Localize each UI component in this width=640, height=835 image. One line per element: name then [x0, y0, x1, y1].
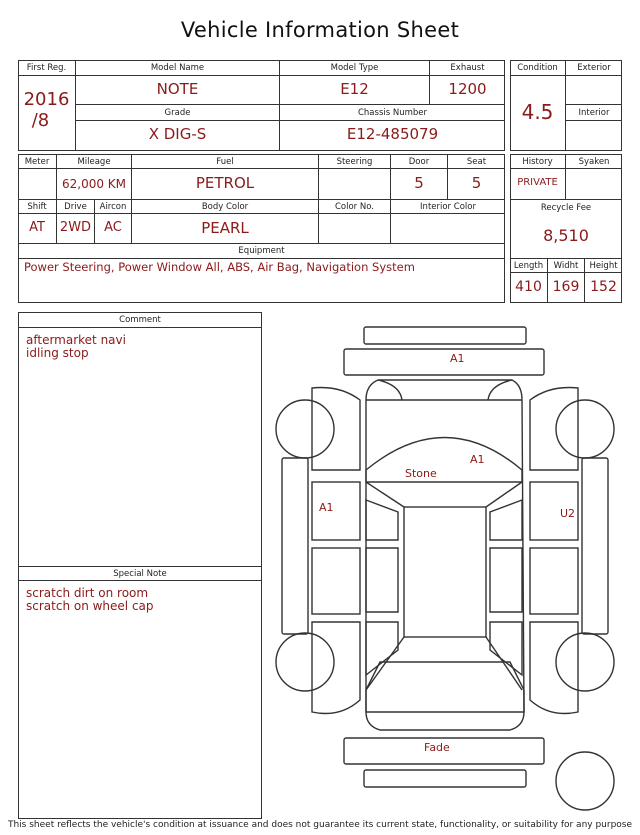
special-note-label: Special Note — [113, 569, 167, 579]
model-type-value: E12 — [340, 80, 369, 98]
comment-label: Comment — [119, 315, 161, 325]
rear-left-wheel — [276, 633, 334, 691]
body-color-label: Body Color — [201, 202, 249, 212]
grade-value: X DIG-S — [148, 125, 207, 143]
model-name-label: Model Name — [150, 63, 205, 73]
grade-label: Grade — [164, 108, 191, 118]
spare-wheel — [556, 752, 614, 810]
height-label: Height — [589, 261, 618, 271]
steering-label: Steering — [336, 157, 373, 167]
damage-left-side: A1 — [319, 501, 334, 514]
interior-label: Interior — [578, 108, 610, 118]
drive-value: 2WD — [59, 220, 92, 235]
damage-windshield: Stone — [405, 467, 437, 480]
fuel-label: Fuel — [216, 157, 234, 167]
disclaimer-footer: This sheet reflects the vehicle's condition at issuance and does not guarantee its current state, functionality, or suitability for any purpose — [7, 820, 633, 830]
aircon-label: Aircon — [99, 202, 127, 212]
body-outline — [366, 380, 524, 730]
color-no-label: Color No. — [334, 202, 374, 212]
chassis-label: Chassis Number — [357, 108, 428, 118]
seat-label: Seat — [466, 157, 487, 167]
equipment-value: Power Steering, Power Window All, ABS, Air Bag, Navigation System — [24, 260, 415, 274]
front-bumper — [344, 349, 544, 375]
first-reg-label: First Reg. — [26, 63, 67, 73]
damage-front: A1 — [450, 352, 465, 365]
body-color-value: PEARL — [201, 219, 249, 237]
damage-rear: Fade — [424, 741, 450, 754]
special-note-line-1: scratch dirt on room — [26, 586, 149, 600]
exhaust-value: 1200 — [448, 80, 487, 98]
mileage-value: 62,000 KM — [61, 177, 127, 191]
meter-label: Meter — [24, 157, 50, 167]
syaken-label: Syaken — [578, 157, 610, 167]
condition-label: Condition — [517, 63, 558, 73]
fuel-value: PETROL — [195, 174, 255, 192]
first-reg-month: /8 — [31, 110, 50, 131]
recycle-fee-label: Recycle Fee — [540, 203, 592, 213]
equipment-label: Equipment — [238, 246, 285, 256]
front-left-wheel — [276, 400, 334, 458]
seat-value: 5 — [471, 174, 482, 192]
model-name-value: NOTE — [156, 80, 199, 98]
comment-line-1: aftermarket navi — [26, 333, 126, 347]
length-label: Length — [513, 261, 544, 271]
shift-value: AT — [29, 220, 45, 235]
exterior-label: Exterior — [577, 63, 611, 73]
drive-label: Drive — [64, 202, 87, 212]
first-reg-year: 2016 — [23, 89, 70, 110]
rear-bumper-lower — [364, 770, 526, 787]
recycle-fee-value: 8,510 — [543, 226, 589, 245]
front-right-wheel — [556, 400, 614, 458]
model-type-label: Model Type — [330, 63, 379, 73]
interior-color-label: Interior Color — [420, 202, 476, 212]
rear-right-wheel — [556, 633, 614, 691]
damage-hood: A1 — [470, 453, 485, 466]
comment-line-2: idling stop — [26, 346, 89, 360]
rear-window — [366, 662, 524, 712]
front-bumper-upper — [364, 327, 526, 344]
condition-value: 4.5 — [521, 100, 554, 124]
shift-label: Shift — [27, 202, 47, 212]
history-value: PRIVATE — [517, 177, 558, 188]
damage-right-side: U2 — [560, 507, 576, 520]
special-note-line-2: scratch on wheel cap — [26, 599, 154, 613]
door-label: Door — [408, 157, 430, 167]
door-value: 5 — [414, 174, 424, 192]
height-value: 152 — [590, 279, 617, 295]
sheet-title: Vehicle Information Sheet — [180, 18, 460, 42]
roof — [404, 507, 486, 637]
exhaust-label: Exhaust — [450, 63, 485, 73]
windshield — [366, 438, 522, 483]
length-value: 410 — [515, 279, 542, 295]
mileage-label: Mileage — [77, 157, 111, 167]
chassis-value: E12-485079 — [346, 125, 439, 143]
width-value: 169 — [552, 279, 580, 295]
width-label: Widht — [553, 261, 579, 271]
history-label: History — [522, 157, 553, 167]
aircon-value: AC — [104, 220, 122, 235]
